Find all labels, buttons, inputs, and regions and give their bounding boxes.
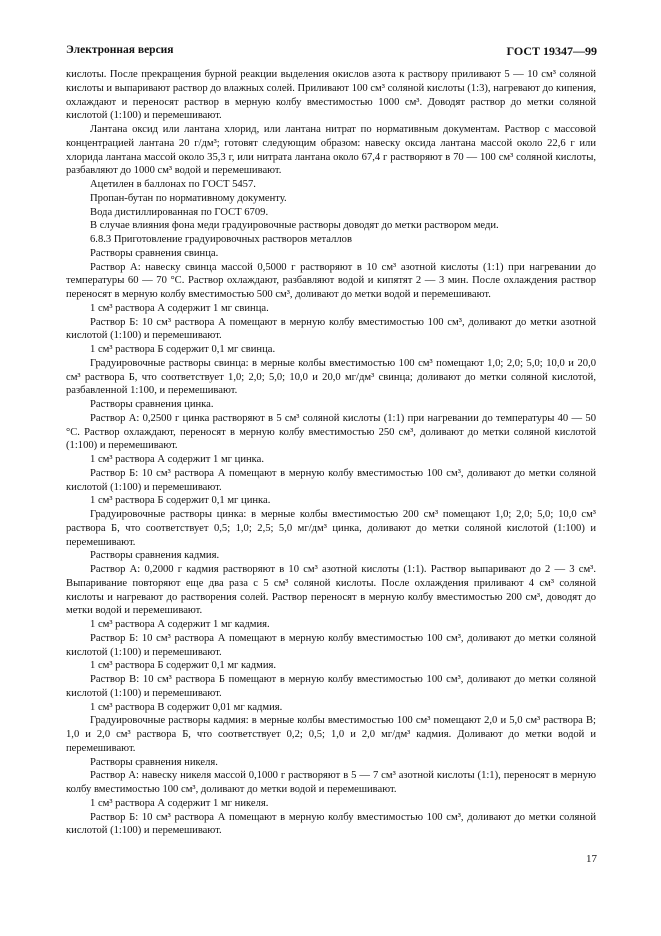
paragraph: Растворы сравнения никеля. — [90, 756, 218, 768]
document-body — [66, 68, 596, 838]
paragraph: 1 см³ раствора В содержит 0,01 мг кадмия. — [90, 701, 283, 713]
section-heading: 6.8.3 Приготовление градуировочных растворов металлов — [90, 234, 352, 245]
paragraph: Лантана оксид или лантана хлорид, или лантана нитрат по нормативным документам. Раствор с массовой концентрацией лантана 20 г/дм³; готовят следующим образом: навеску оксида лантана массой около 22,6 г или хлорида лантана массой около 35,3 г, или нитрата лантана около 67,4 г растворяют в 70 — 100 см³ соляной кислоты, разбавляют до 1000 см³ водой и перемешивают. — [66, 124, 596, 177]
paragraph: 1 см³ раствора А содержит 1 мг цинка. — [90, 454, 265, 465]
paragraph: Раствор Б: 10 см³ раствора А помещают в мерную колбу вместимостью 100 см³, доливают до метки азотной кислотой (1:100) и перемешивают. — [66, 316, 596, 342]
paragraph: Ацетилен в баллонах по ГОСТ 5457. — [90, 179, 256, 190]
paragraph: 1 см³ раствора Б содержит 0,1 мг свинца. — [90, 344, 276, 355]
paragraph: Раствор А: навеску никеля массой 0,1000 г растворяют в 5 — 7 см³ азотной кислоты (1:1), переносят в мерную колбу вместимостью 100 см³, доливают до метки водой и перемешивают. — [66, 770, 596, 795]
paragraph: Раствор Б: 10 см³ раствора А помещают в мерную колбу вместимостью 100 см³, доливают до метки соляной кислотой (1:100) и перемешивают. — [66, 467, 596, 493]
page-header — [66, 44, 597, 60]
paragraph: 1 см³ раствора А содержит 1 мг свинца. — [90, 302, 269, 314]
paragraph: Пропан-бутан по нормативному документу. — [90, 192, 287, 204]
paragraph: Раствор В: 10 см³ раствора Б помещают в мерную колбу вместимостью 100 см³, доливают до метки соляной кислотой (1:100) и перемешивают. — [66, 674, 596, 699]
paragraph: Раствор Б: 10 см³ раствора А помещают в мерную колбу вместимостью 100 см³, доливают до метки соляной кислотой (1:100) и перемешивают. — [66, 811, 596, 837]
paragraph: Градуировочные растворы свинца: в мерные колбы вместимостью 100 см³ помещают 1,0; 2,0; 5,0; 10,0 и 20,0 см³ раствора Б, что соответствует 1,0; 2,0; 5,0; 10,0 и 20,0 мг/дм³ свинца; доливают до метки соляной кислотой, разбавленной 1:100, и перемешивают. — [66, 357, 596, 397]
paragraph: Раствор А: 0,2000 г кадмия растворяют в 10 см³ азотной кислоты (1:1). Раствор выпаривают до 2 — 3 см³. Выпаривание повторяют еще два раза с 5 см³ соляной кислоты. После охлаждения приливают 4 см³ соляной кислоты и нагревают до растворения солей. Раствор переносят в мерную колбу вместимостью 200 см³, доводят до метки водой и перемешивают. — [66, 564, 596, 617]
paragraph: Растворы сравнения кадмия. — [90, 550, 220, 562]
paragraph: В случае влияния фона меди градуировочные растворы доводят до метки раствором меди. — [90, 220, 499, 232]
paragraph: Растворы сравнения свинца. — [90, 247, 219, 259]
paragraph: 1 см³ раствора А содержит 1 мг кадмия. — [90, 619, 270, 630]
paragraph: Вода дистиллированная по ГОСТ 6709. — [90, 206, 269, 218]
paragraph: Градуировочные растворы цинка: в мерные колбы вместимостью 200 см³ помещают 1,0; 2,0; 5,0; 10,0 см³ раствора Б, что соответствует 0,5; 1,0; 2,5; 5,0 мг/дм³ цинка, доливают до метки соляной кислотой (1:100) и перемешивают. — [66, 509, 596, 548]
header-electronic-version: Электронная версия — [66, 44, 174, 56]
page-number: 17 — [586, 853, 597, 865]
paragraph: Раствор Б: 10 см³ раствора А помещают в мерную колбу вместимостью 100 см³, доливают до метки соляной кислотой (1:100) и перемешивают. — [66, 632, 596, 658]
paragraph: Раствор А: 0,2500 г цинка растворяют в 5 см³ соляной кислоты (1:1) при нагревании до температуры 40 — 50 °С. Раствор охлаждают, переносят в мерную колбу вместимостью 250 см³, доливают до метки соляной кислотой (1:100) и перемешивают. — [66, 412, 596, 452]
paragraph: Градуировочные растворы кадмия: в мерные колбы вместимостью 100 см³ помещают 2,0 и 5,0 см³ раствора В; 1,0 и 2,0 см³ раствора Б, что соответствует 0,2; 0,5; 1,0 и 2,0 мг/дм³ кадмия. Доливают до метки водой и перемешивают. — [66, 715, 596, 754]
paragraph: 1 см³ раствора А содержит 1 мг никеля. — [90, 797, 269, 809]
paragraph: Раствор А: навеску свинца массой 0,5000 г растворяют в 10 см³ азотной кислоты (1:1) при нагревании до температуры 60 — 70 °С. Раствор охлаждают, разбавляют водой и кипятят 2 — 3 мин. После охлаждения раствор переносят в мерную колбу вместимостью 500 см³, доливают до метки водой и перемешивают. — [66, 261, 596, 300]
paragraph: кислоты. После прекращения бурной реакции выделения окислов азота к раствору приливают 5 — 10 см³ соляной кислоты и выпаривают раствор до влажных солей. Приливают 100 см³ соляной кислоты (1:3), нагревают до кипения, охлаждают и переносят раствор в мерную колбу вместимостью 1000 см³. Доводят раствор до метки соляной кислотой (1:100) и перемешивают. — [66, 69, 596, 122]
header-standard-number: ГОСТ 19347—99 — [506, 44, 597, 58]
paragraph: 1 см³ раствора Б содержит 0,1 мг цинка. — [90, 495, 271, 507]
paragraph: Растворы сравнения цинка. — [90, 399, 214, 410]
paragraph: 1 см³ раствора Б содержит 0,1 мг кадмия. — [90, 660, 277, 672]
